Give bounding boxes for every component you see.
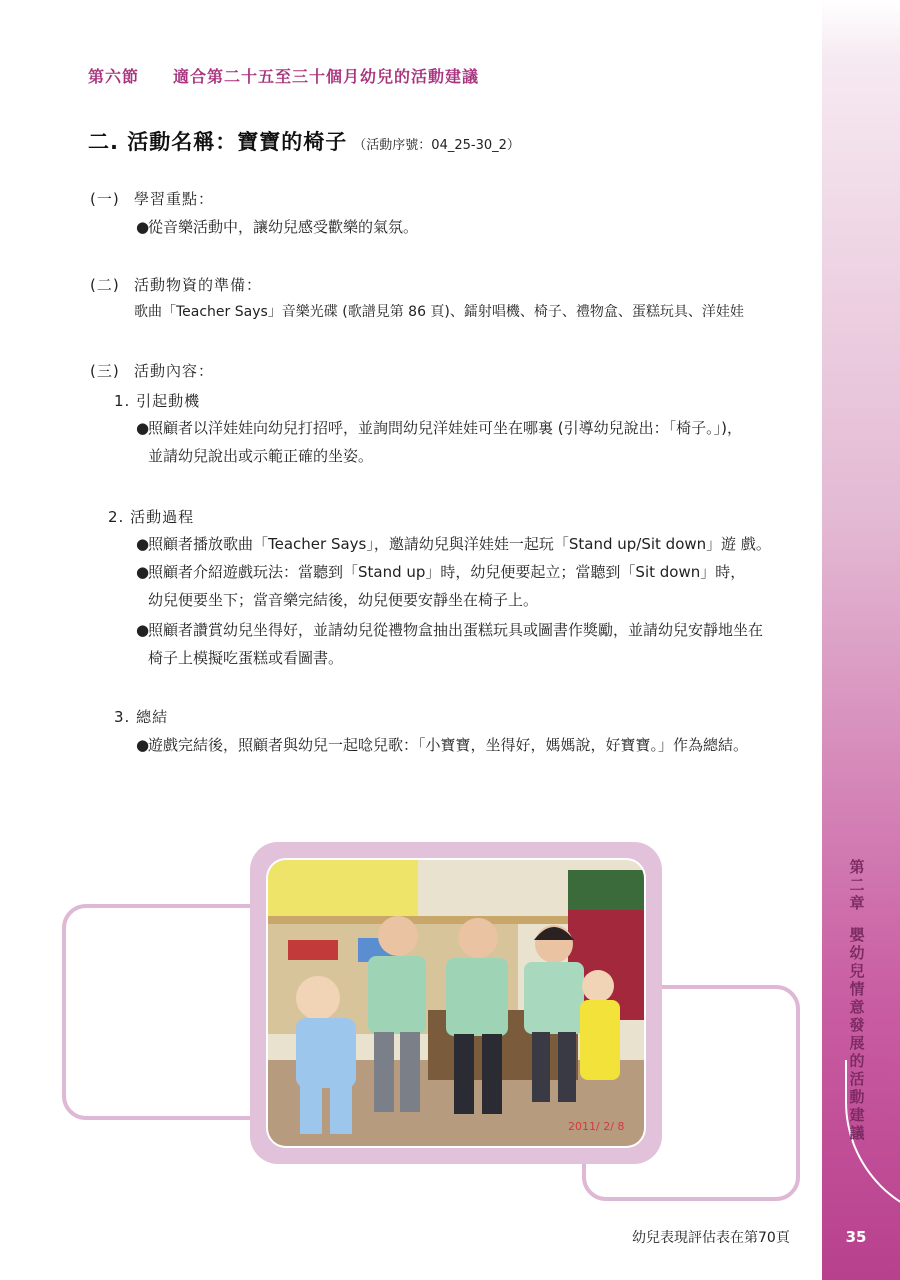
chapter-char: 情 [849,980,865,998]
chapter-char: 展 [849,1034,865,1052]
step-2-bullet-2 [136,558,826,614]
step-2-bullet-3 [136,616,826,672]
materials-list: 歌曲「Teacher Says」音樂光碟 (歌譜見第 86 頁)、鐳射唱機、椅子、禮物盒、蛋糕玩具、洋娃娃 [134,304,744,320]
step-1-title: 1. 引起動機 [114,392,201,410]
bullet-line-1: 照顧者介紹遊戲玩法：當聽到「Stand up」時，幼兒便要起立；當聽到「Sit down」時， [148,563,746,581]
photo-mat [266,858,646,1148]
learning-focus-bullet [136,213,816,241]
chapter-char: 嬰 [849,926,865,944]
activity-name: 二. 活動名稱：寶寶的椅子 [88,130,348,154]
activity-serial: （活動序號：04_25-30_2） [353,138,520,153]
chapter-char: 第 [849,858,865,876]
chapter-char: 章 [849,894,865,912]
chapter-char: 意 [849,998,865,1016]
activity-title [88,126,520,156]
heading-mark: (二) [90,276,120,294]
bullet-line-2: 幼兒便要坐下；當音樂完結後，幼兒便要安靜坐在椅子上。 [148,591,539,609]
heading-text: 學習重點： [134,190,215,208]
bullet-line-1: 遊戲完結後，照顧者與幼兒一起唸兒歌：「小寶寶，坐得好，媽媽說，好寶寶。」作為總結。 [148,736,749,754]
photo-date-stamp: 2011/ 2/ 8 [568,1120,625,1133]
photo-frame [250,842,662,1164]
page-number: 35 [845,1228,867,1246]
heading-mark: (一) [90,190,120,208]
chapter-char: 幼 [849,944,865,962]
chapter-char: 動 [849,1088,865,1106]
step-2-title: 2. 活動過程 [108,508,195,526]
chapter-char: 兒 [849,962,865,980]
bullet-text: 從音樂活動中，讓幼兒感受歡樂的氣氛。 [148,218,419,236]
chapter-char: 二 [849,876,865,894]
chapter-char: 發 [849,1016,865,1034]
bullet-dot: ● [136,419,150,437]
materials-heading [90,274,262,295]
chapter-gap [846,912,868,926]
chapter-vertical-title [846,858,868,1142]
bullet-line-2: 椅子上模擬吃蛋糕或看圖書。 [148,649,344,667]
photo-illustration [268,860,644,1146]
section-number: 第六節 [88,67,140,86]
bullet-dot: ● [136,736,150,754]
activity-photo [268,860,644,1146]
step-1-bullet [136,414,826,470]
chapter-char: 活 [849,1070,865,1088]
learning-focus-heading [90,188,214,209]
heading-mark: (三) [90,362,120,380]
step-3-bullet [136,731,836,759]
bullet-dot: ● [136,563,150,581]
footer-note: 幼兒表現評估表在第70頁 [632,1230,790,1246]
bullet-dot: ● [136,218,150,236]
bullet-line-1: 照顧者以洋娃娃向幼兒打招呼，並詢問幼兒洋娃娃可坐在哪裏 (引導幼兒說出：「椅子。」)， [148,419,742,437]
section-header [88,64,479,87]
heading-text: 活動物資的準備： [134,276,263,294]
bullet-dot: ● [136,621,150,639]
bullet-line-1: 照顧者讚賞幼兒坐得好，並請幼兒從禮物盒抽出蛋糕玩具或圖書作獎勵，並請幼兒安靜地坐在 [148,621,764,639]
bullet-line-1: 照顧者播放歌曲「Teacher Says」，邀請幼兒與洋娃娃一起玩「Stand up/Sit down」遊 戲。 [148,535,771,553]
chapter-char: 的 [849,1052,865,1070]
chapter-char: 議 [849,1124,865,1142]
bullet-line-2: 並請幼兒說出或示範正確的坐姿。 [148,447,374,465]
step-3-title: 3. 總結 [114,708,169,726]
chapter-char: 建 [849,1106,865,1124]
section-title: 適合第二十五至三十個月幼兒的活動建議 [173,67,480,86]
content-heading [90,360,214,381]
bullet-dot: ● [136,535,150,553]
step-2-bullet-1 [136,530,826,558]
heading-text: 活動內容： [134,362,215,380]
